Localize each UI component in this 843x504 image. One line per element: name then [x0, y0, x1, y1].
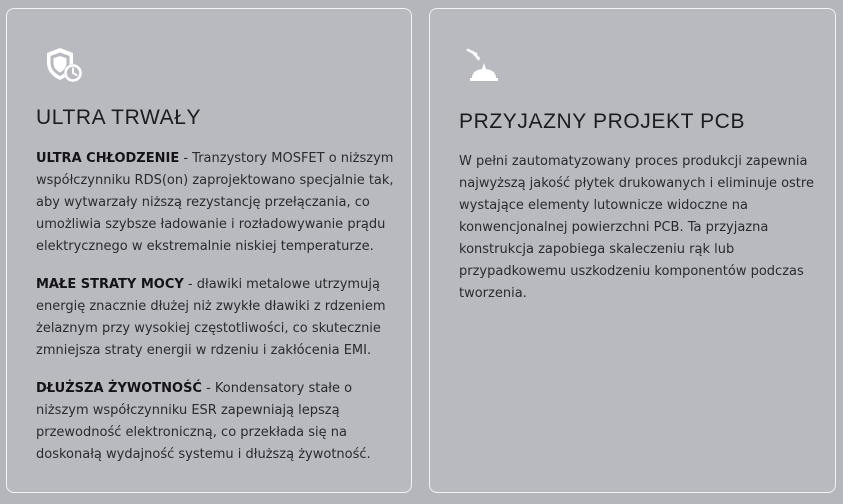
paragraph-title: MAŁE STRATY MOCY [36, 277, 184, 292]
shield-clock-icon [44, 45, 84, 85]
paragraph-title: ULTRA CHŁODZENIE [36, 151, 180, 166]
longer-lifespan-paragraph [36, 378, 398, 466]
pcb-friendly-card [429, 8, 836, 493]
pcb-solder-icon [464, 45, 504, 85]
paragraph-title: DŁUŻSZA ŻYWOTNOŚĆ [36, 381, 202, 396]
paragraph-text: - Tranzystory MOSFET o niższym współczynniku RDS(on) zaprojektowano specjalnie tak, aby wytwarzały niższą rezystancję przełączania, co umożliwia szybsze ładowanie i rozładowywanie prądu elektrycznego w ekstremalnie niskiej temperaturze. [36, 151, 394, 254]
low-power-loss-paragraph [36, 274, 398, 362]
card-body [36, 148, 398, 482]
card-body [459, 151, 819, 321]
paragraph-text: - Kondensatory stałe o niższym współczynniku ESR zapewniają lepszą przewodność elektroniczną, co przekłada się na doskonałą wydajność systemu i dłuższą żywotność. [36, 381, 371, 462]
card-title: ULTRA TRWAŁY [36, 106, 202, 129]
pcb-description-paragraph: W pełni zautomatyzowany proces produkcji zapewnia najwyższą jakość płytek drukowanych i eliminuje ostre wystające elementy lutownicze widoczne na konwencjonalnej powierzchni PCB. Ta przyjazna konstrukcja zapobiega skaleczeniu rąk lub przypadkowemu uszkodzeniu komponentów podczas tworzenia. [459, 154, 814, 301]
paragraph-text: - dławiki metalowe utrzymują energię znacznie dłużej niż zwykłe dławiki z rdzeniem żelaznym przy wysokiej częstotliwości, co skutecznie zmniejsza straty energii w rdzeniu i zakłócenia EMI. [36, 277, 386, 358]
ultra-durable-card [6, 8, 412, 493]
card-title: PRZYJAZNY PROJEKT PCB [459, 110, 746, 133]
ultra-cooling-paragraph [36, 148, 398, 258]
